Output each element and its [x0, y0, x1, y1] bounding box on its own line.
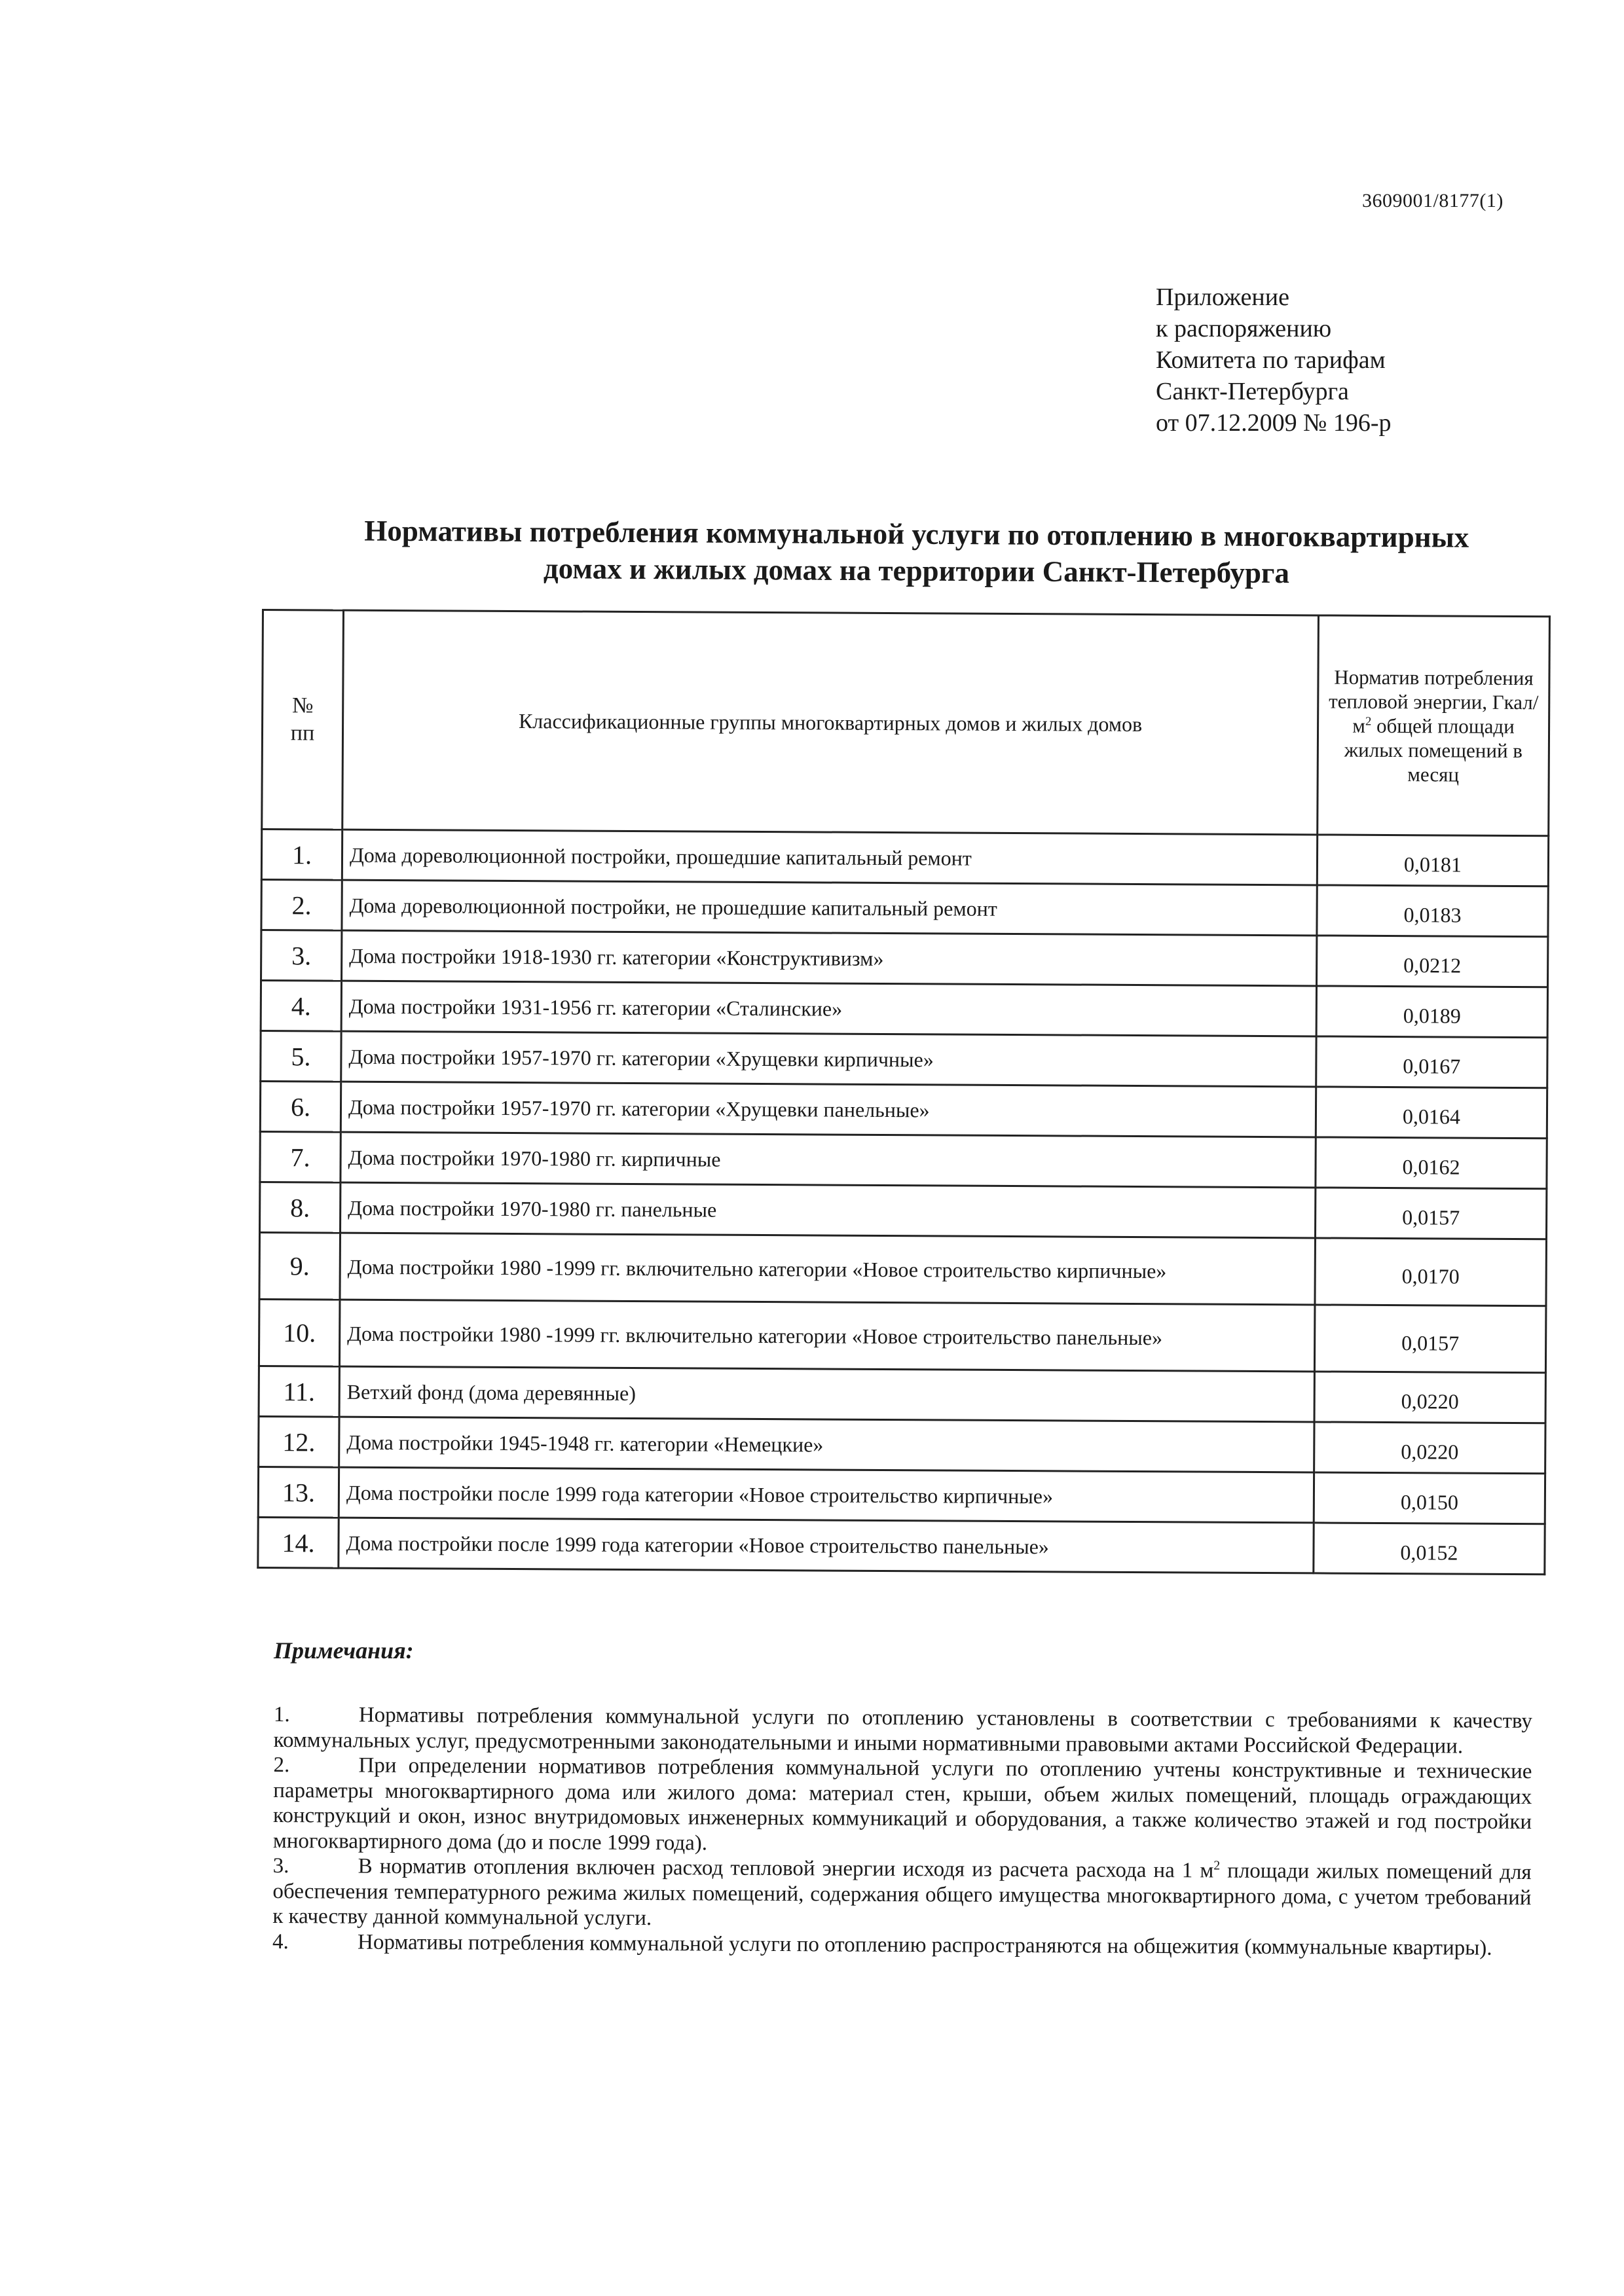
header-num-symbol: №: [291, 693, 314, 718]
row-value: 0,0170: [1315, 1238, 1547, 1306]
note-text: Нормативы потребления коммунальной услуги по отоплению распространяются на общежития (коммунальные квартиры).: [357, 1930, 1492, 1960]
row-number: 5.: [261, 1030, 341, 1082]
note-text: Нормативы потребления коммунальной услуги по отоплению установлены в соответствии с требованиями к качеству коммунальных услуг, предусмотренными законодательными и иными нормативными правовыми актами Российской Федерации.: [273, 1703, 1532, 1758]
table-row: [259, 1366, 1545, 1423]
note-text: В норматив отопления включен расход тепловой энергии исходя из расчета расхода на 1 м: [358, 1854, 1214, 1883]
table-row: [260, 1131, 1547, 1188]
column-header-description: Классификационные группы многоквартирных домов и жилых домов: [342, 610, 1319, 835]
table-row: [259, 1299, 1546, 1372]
table-row: [259, 1232, 1547, 1305]
header-num-pp: пп: [290, 721, 315, 746]
row-description: Дома постройки 1970-1980 гг. кирпичные: [341, 1132, 1316, 1188]
note-number: 4.: [272, 1929, 289, 1954]
header-value-sup: 2: [1365, 714, 1372, 729]
row-value: 0,0189: [1316, 986, 1547, 1038]
appendix-block: [1156, 282, 1392, 439]
row-value: 0,0183: [1317, 885, 1548, 937]
page-title: [314, 512, 1519, 592]
header-value-text-end: общей площади жилых помещений в месяц: [1344, 714, 1523, 786]
row-value: 0,0181: [1317, 835, 1548, 886]
row-number: 14.: [258, 1517, 339, 1568]
column-header-value: [1318, 615, 1550, 836]
row-description: Дома постройки после 1999 года категории «Новое строительство кирпичные»: [339, 1467, 1314, 1523]
note-text: При определении нормативов потребления коммунальной услуги по отоплению учтены конструктивные и технические параметры многоквартирного дома или жилого дома: материал стен, крыши, объем жилых помещений, площадь ограждающих конструкций и окон, износ внутридомовых инженерных коммуникаций и оборудования, а также количество этажей и год постройки многоквартирного дома (до и после 1999 года).: [272, 1753, 1532, 1855]
row-value: 0,0150: [1314, 1472, 1545, 1524]
notes-list: [272, 1702, 1532, 1961]
appendix-line: от 07.12.2009 № 196-р: [1156, 409, 1392, 437]
table-row: [258, 1467, 1545, 1523]
row-number: 13.: [258, 1467, 339, 1518]
row-number: 12.: [259, 1416, 339, 1467]
row-value: 0,0157: [1315, 1188, 1546, 1239]
note-number: 2.: [273, 1753, 290, 1777]
row-number: 11.: [259, 1366, 339, 1417]
row-value: 0,0220: [1314, 1422, 1545, 1474]
row-description: Дома постройки 1980 -1999 гг. включительно категории «Новое строительство кирпичные»: [340, 1233, 1316, 1305]
column-header-number: [262, 610, 344, 830]
row-description: Дома дореволюционной постройки, прошедшие капитальный ремонт: [342, 829, 1317, 885]
row-value: 0,0152: [1314, 1523, 1545, 1575]
row-value: 0,0162: [1316, 1137, 1547, 1189]
table-row: [261, 930, 1548, 987]
title-line: Нормативы потребления коммунальной услуги по отоплению в многоквартирных: [364, 514, 1469, 554]
row-number: 2.: [261, 880, 342, 931]
row-description: Дома постройки 1931-1956 гг. категории «Сталинские»: [341, 981, 1316, 1036]
row-description: Дома постройки 1970-1980 гг. панельные: [341, 1182, 1316, 1238]
norms-table: [257, 609, 1551, 1575]
table-row: [260, 1081, 1547, 1138]
row-value: 0,0220: [1314, 1372, 1545, 1423]
appendix-line: Приложение: [1156, 283, 1289, 311]
row-description: Дома дореволюционной постройки, не прошедшие капитальный ремонт: [342, 880, 1317, 936]
row-number: 10.: [259, 1299, 340, 1366]
note-sup: 2: [1213, 1858, 1221, 1873]
note-number: 3.: [272, 1853, 289, 1878]
row-number: 6.: [260, 1081, 341, 1132]
row-number: 9.: [259, 1232, 341, 1300]
title-line: домах и жилых домах на территории Санкт-Петербурга: [543, 552, 1290, 590]
row-value: 0,0212: [1317, 936, 1548, 987]
row-description: Ветхий фонд (дома деревянные): [339, 1366, 1314, 1422]
row-value: 0,0157: [1314, 1305, 1546, 1373]
row-number: 1.: [261, 829, 342, 881]
row-value: 0,0164: [1316, 1087, 1547, 1139]
row-value: 0,0167: [1316, 1036, 1547, 1088]
table-row: [261, 880, 1548, 937]
row-number: 8.: [260, 1182, 341, 1233]
note-item: [274, 1702, 1532, 1759]
row-description: Дома постройки после 1999 года категории «Новое строительство панельные»: [339, 1518, 1314, 1573]
table-row: [261, 981, 1547, 1038]
notes-heading: Примечания:: [274, 1637, 414, 1664]
header-value-text: Норматив потребления тепловой энергии, Гкал/м: [1329, 665, 1539, 737]
appendix-line: Комитета по тарифам: [1156, 346, 1386, 374]
table-header-row: [262, 610, 1550, 836]
table-row: [261, 1030, 1547, 1087]
row-description: Дома постройки 1945-1948 гг. категории «Немецкие»: [339, 1417, 1314, 1472]
appendix-line: Санкт-Петербурга: [1156, 378, 1349, 405]
row-description: Дома постройки 1957-1970 гг. категории «Хрущевки кирпичные»: [341, 1031, 1316, 1087]
row-description: Дома постройки 1980 -1999 гг. включительно категории «Новое строительство панельные»: [339, 1300, 1315, 1372]
table-row: [261, 829, 1548, 886]
table-row: [258, 1517, 1545, 1574]
row-number: 4.: [261, 981, 341, 1032]
row-number: 3.: [261, 930, 342, 981]
note-item: [273, 1753, 1532, 1860]
table-row: [260, 1182, 1547, 1239]
row-description: Дома постройки 1918-1930 гг. категории «Конструктивизм»: [342, 930, 1317, 986]
note-number: 1.: [273, 1703, 290, 1727]
note-text-end: площади жилых помещений для обеспечения температурного режима жилых помещений, содержания общего имущества многоквартирного дома, с учетом требований к качеству данной коммунальной услуги.: [272, 1859, 1532, 1931]
appendix-line: к распоряжению: [1156, 315, 1332, 342]
note-item: [272, 1853, 1532, 1936]
document-number: 3609001/8177(1): [1362, 190, 1504, 211]
table-row: [259, 1416, 1545, 1473]
row-description: Дома постройки 1957-1970 гг. категории «Хрущевки панельные»: [341, 1082, 1316, 1137]
row-number: 7.: [260, 1131, 341, 1182]
